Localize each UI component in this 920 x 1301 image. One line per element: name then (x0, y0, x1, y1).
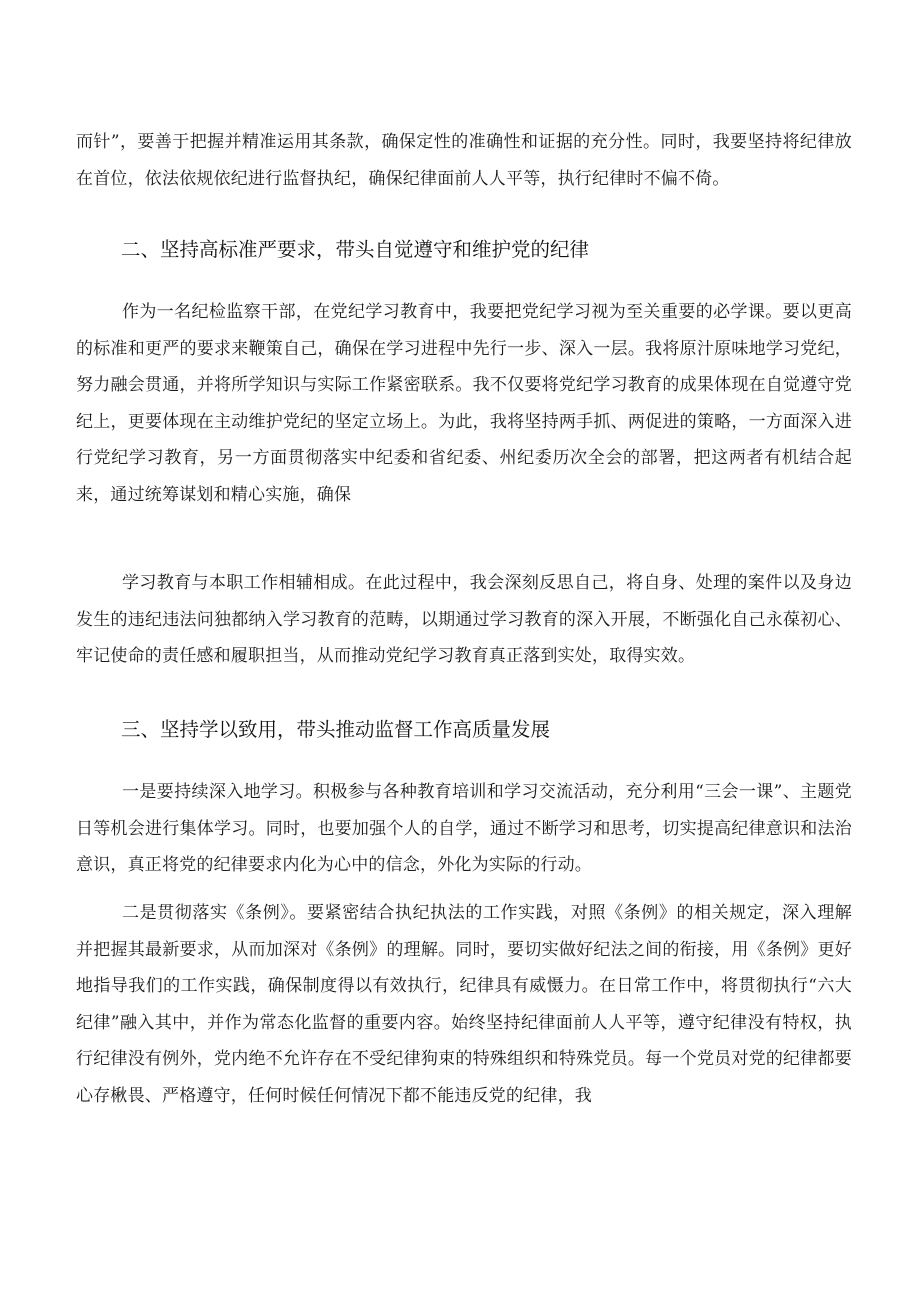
section-heading-2: 二、坚持高标准严要求，带头自觉遵守和维护党的纪律 (121, 238, 590, 261)
paragraph-3a: 一是要持续深入地学习。积极参与各种教育培训和学习交流活动，充分利用“三会一课”、主题党日等机会进行集体学习。同时，也要加强个人的自学，通过不断学习和思考，切实提高纪律意识和法治意识，真正将党的纪律要求内化为心中的信念，外化为实际的行动。 (76, 782, 852, 876)
paragraph-3b: 二是贯彻落实《条例》。要紧密结合执纪执法的工作实践，对照《条例》的相关规定，深入理解并把握其最新要求，从而加深对《条例》的理解。同时，要切实做好纪法之间的衔接，用《条例》更好地指导我们的工作实践，确保制度得以有效执行，纪律具有威慑力。在日常工作中，将贯彻执行“六大纪律”融入其中，并作为常态化监督的重要内容。始终坚持纪律面前人人平等，遵守纪律没有特权，执行纪律没有例外，党内绝不允许存在不受纪律狗束的特殊组织和特殊党员。每一个党员对党的纪律都要心存楸畏、严格遵守，任何时候任何情况下都不能违反党的纪律，我 (76, 903, 852, 1106)
paragraph-intro: 而针”，要善于把握并精准运用其条款，确保定性的准确性和证据的充分性。同时，我要坚持将纪律放在首位，依法依规依纪进行监督执纪，确保纪律面前人人平等，执行纪律时不偏不倚。 (76, 132, 852, 189)
paragraph-2b: 学习教育与本职工作相辅相成。在此过程中，我会深刻反思自己，将自身、处理的案件以及身边发生的违纪违法问独都纳入学习教育的范畴，以期通过学习教育的深入开展，不断强化自己永葆初心、牢记使命的责任感和履职担当，从而推动党纪学习教育真正落到实处，取得实效。 (76, 573, 852, 667)
section-heading-3: 三、坚持学以致用，带头推动监督工作高质量发展 (121, 718, 551, 741)
paragraph-2a: 作为一名纪检监察干部，在党纪学习教育中，我要把党纪学习视为至关重要的必学课。要以更高的标准和更严的要求来鞭策自己，确保在学习进程中先行一步、深入一层。我将原汁原味地学习党纪，努力融会贯通，并将所学知识与实际工作紧密联系。我不仅要将党纪学习教育的成果体现在自觉遵守党纪上，更要体现在主动维护党纪的坚定立场上。为此，我将坚持两手抓、两促进的策略，一方面深入进行党纪学习教育，另一方面贯彻落实中纪委和省纪委、州纪委历次全会的部署，把这两者有机结合起来，通过统筹谋划和精心实施，确保 (76, 302, 852, 505)
